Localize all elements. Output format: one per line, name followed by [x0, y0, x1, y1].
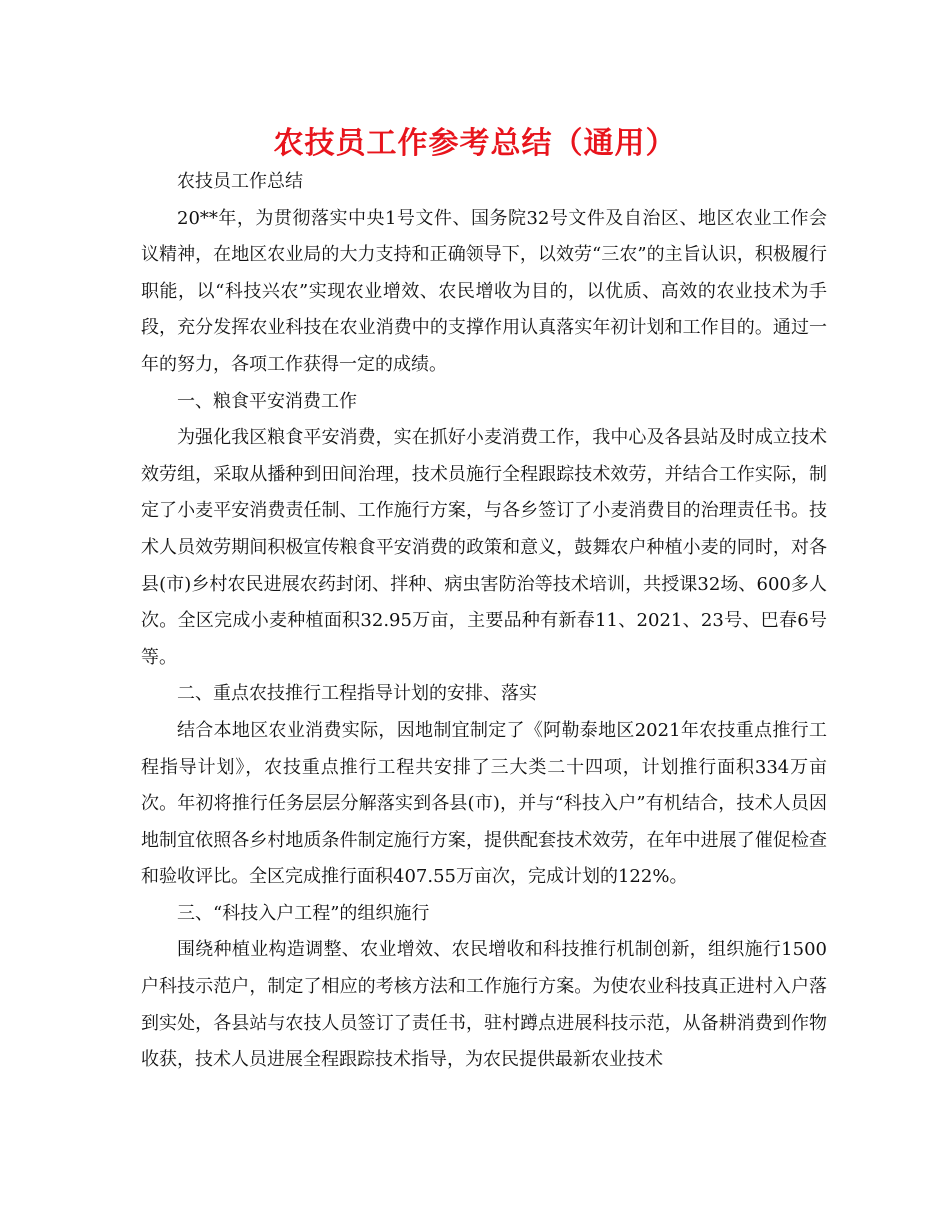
section-1-paragraph: 为强化我区粮食平安消费，实在抓好小麦消费工作，我中心及各县站及时成立技术效劳组，采取从播种到田间治理，技术员施行全程跟踪技术效劳，并结合工作实际，制定了小麦平安消费责任制、工作施行方案，与各乡签订了小麦消费目的治理责任书。技术人员效劳期间积极宣传粮食平安消费的政策和意义，鼓舞农户种植小麦的同时，对各县(市)乡村农民进展农药封闭、拌种、病虫害防治等技术培训，共授课32场、600多人次。全区完成小麦种植面积32.95万亩，主要品种有新春11、2021、23号、巴春6号等。 [141, 427, 827, 668]
section-heading-1: 一、粮食平安消费工作 [177, 390, 357, 412]
section-3-paragraph: 围绕种植业构造调整、农业增效、农民增收和科技推行机制创新，组织施行1500户科技示范户，制定了相应的考核方法和工作施行方案。为使农业科技真正进村入户落到实处，各县站与农技人员签订了责任书，驻村蹲点进展科技示范，从备耕消费到作物收获，技术人员进展全程跟踪技术指导，为农民提供最新农业技术 [141, 939, 827, 1071]
document-body [141, 164, 827, 1079]
intro-paragraph: 20**年，为贯彻落实中央1号文件、国务院32号文件及自治区、地区农业工作会议精神，在地区农业局的大力支持和正确领导下，以效劳“三农”的主旨认识，积极履行职能，以“科技兴农”实现农业增效、农民增收为目的，以优质、高效的农业技术为手段，充分发挥农业科技在农业消费中的支撑作用认真落实年初计划和工作目的。通过一年的努力，各项工作获得一定的成绩。 [141, 207, 827, 375]
section-heading-3: 三、“科技入户工程”的组织施行 [177, 902, 430, 924]
section-2-paragraph: 结合本地区农业消费实际，因地制宜制定了《阿勒泰地区2021年农技重点推行工程指导计划》，农技重点推行工程共安排了三大类二十四项，计划推行面积334万亩次。年初将推行任务层层分解落实到各县(市)，并与“科技入户”有机结合，技术人员因地制宜依照各乡村地质条件制定施行方案，提供配套技术效劳，在年中进展了催促检查和验收评比。全区完成推行面积407.55万亩次，完成计划的122%。 [141, 719, 827, 888]
document-title: 农技员工作参考总结（通用） [273, 126, 677, 161]
section-heading-2: 二、重点农技推行工程指导计划的安排、落实 [177, 683, 537, 705]
subtitle-paragraph: 农技员工作总结 [177, 171, 303, 192]
